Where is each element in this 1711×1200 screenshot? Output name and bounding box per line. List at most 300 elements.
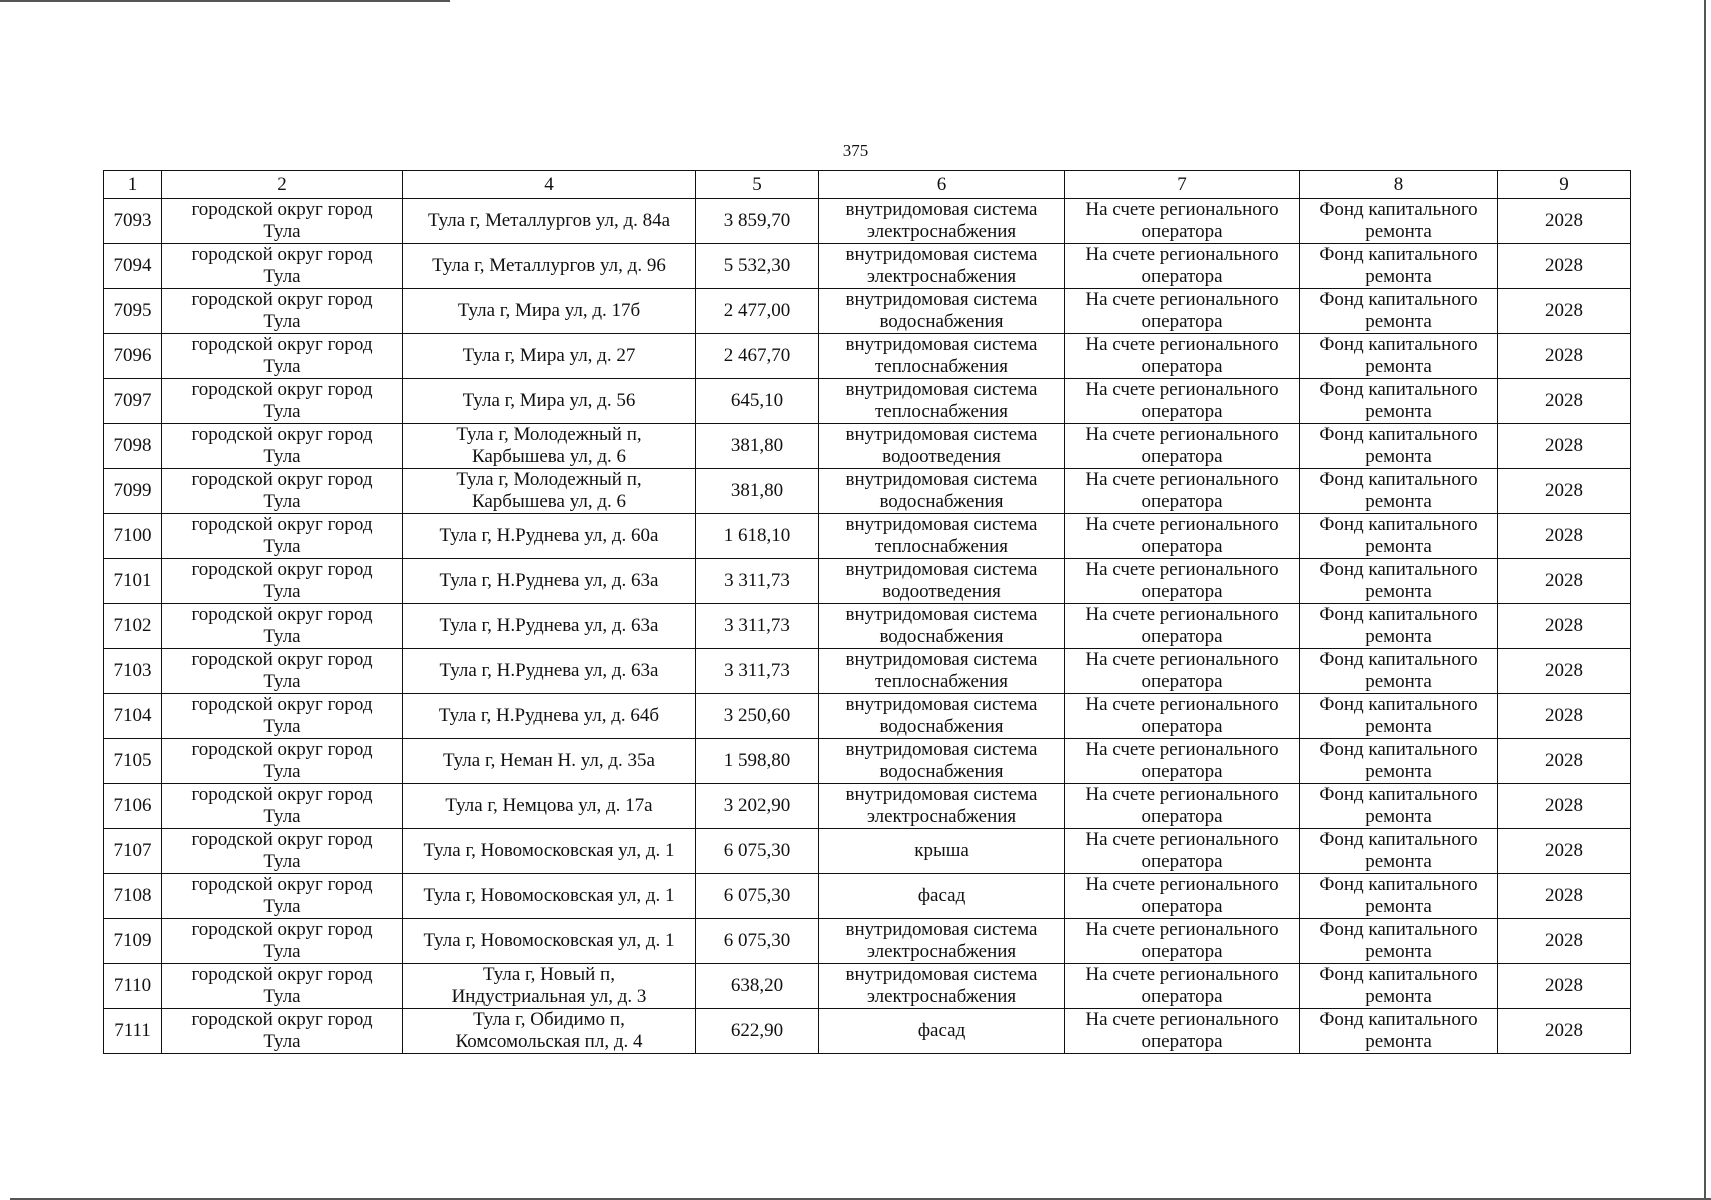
- funding-method-cell: [1065, 514, 1300, 559]
- table-row: [104, 784, 1631, 829]
- funding-method-cell-text: На счете регионального оператора: [1085, 469, 1279, 512]
- funding-method-cell-text: На счете регионального оператора: [1085, 604, 1279, 647]
- municipality-cell: [162, 289, 403, 334]
- municipality-cell: [162, 469, 403, 514]
- work-type-cell-text: внутридомовая система водоснабжения: [845, 604, 1038, 647]
- address-cell: [403, 334, 696, 379]
- row-number: [104, 829, 162, 874]
- funding-source-cell: [1300, 379, 1498, 424]
- work-type-cell-text: внутридомовая система водоснабжения: [845, 694, 1038, 737]
- work-type-cell-text: внутридомовая система водоснабжения: [845, 289, 1038, 332]
- municipality-cell-text: городской округ город Тула: [191, 694, 373, 737]
- year-cell: [1498, 694, 1631, 739]
- area-cell-text: 1 618,10: [723, 525, 791, 546]
- funding-method-cell: [1065, 469, 1300, 514]
- municipality-cell: [162, 784, 403, 829]
- area-cell-text: 3 859,70: [723, 210, 791, 231]
- area-cell-text: 622,90: [730, 1020, 784, 1041]
- funding-method-cell-text: На счете регионального оператора: [1085, 739, 1279, 782]
- funding-method-cell-text: На счете регионального оператора: [1085, 334, 1279, 377]
- column-header: 8: [1300, 171, 1498, 199]
- area-cell-text: 3 202,90: [723, 795, 791, 816]
- column-header: 6: [819, 171, 1065, 199]
- municipality-cell-text: городской округ город Тула: [191, 829, 373, 872]
- work-type-cell: [819, 514, 1065, 559]
- funding-source-cell: [1300, 829, 1498, 874]
- funding-method-cell: [1065, 784, 1300, 829]
- table-row: [104, 289, 1631, 334]
- funding-method-cell: [1065, 289, 1300, 334]
- register-table: [103, 170, 1631, 1054]
- funding-source-cell-text: Фонд капитального ремонта: [1319, 694, 1478, 737]
- area-cell-text: 3 311,73: [724, 615, 790, 636]
- municipality-cell: [162, 334, 403, 379]
- row-number-text: 7105: [113, 750, 152, 771]
- area-cell-text: 1 598,80: [723, 750, 791, 771]
- municipality-cell: [162, 829, 403, 874]
- municipality-cell-text: городской округ город Тула: [191, 199, 373, 242]
- column-header: 5: [696, 171, 819, 199]
- work-type-cell: [819, 289, 1065, 334]
- table-row: [104, 379, 1631, 424]
- funding-source-cell: [1300, 424, 1498, 469]
- table-row: [104, 739, 1631, 784]
- address-cell-text: Тула г, Новомосковская ул, д. 1: [423, 840, 675, 861]
- area-cell: [696, 784, 819, 829]
- address-cell: [403, 829, 696, 874]
- work-type-cell: [819, 919, 1065, 964]
- municipality-cell-text: городской округ город Тула: [191, 649, 373, 692]
- funding-source-cell-text: Фонд капитального ремонта: [1319, 784, 1478, 827]
- area-cell-text: 3 311,73: [724, 570, 790, 591]
- year-cell: [1498, 424, 1631, 469]
- area-cell-text: 2 467,70: [723, 345, 791, 366]
- municipality-cell: [162, 874, 403, 919]
- work-type-cell: [819, 1009, 1065, 1054]
- row-number: [104, 289, 162, 334]
- funding-source-cell: [1300, 964, 1498, 1009]
- row-number: [104, 694, 162, 739]
- area-cell-text: 2 477,00: [723, 300, 791, 321]
- funding-source-cell-text: Фонд капитального ремонта: [1319, 559, 1478, 602]
- municipality-cell: [162, 694, 403, 739]
- area-cell: [696, 874, 819, 919]
- year-cell-text: 2028: [1545, 705, 1583, 726]
- address-cell-text: Тула г, Н.Руднева ул, д. 63а: [439, 570, 659, 591]
- year-cell: [1498, 604, 1631, 649]
- row-number-text: 7098: [113, 435, 152, 456]
- address-cell-text: Тула г, Мира ул, д. 17б: [457, 300, 641, 321]
- year-cell-text: 2028: [1545, 750, 1583, 771]
- funding-source-cell-text: Фонд капитального ремонта: [1319, 514, 1478, 557]
- address-cell: [403, 514, 696, 559]
- table-body: [104, 199, 1631, 1054]
- row-number-text: 7102: [113, 615, 152, 636]
- row-number: [104, 919, 162, 964]
- funding-method-cell-text: На счете регионального оператора: [1085, 199, 1279, 242]
- table-row: [104, 649, 1631, 694]
- funding-source-cell-text: Фонд капитального ремонта: [1319, 424, 1478, 467]
- municipality-cell-text: городской округ город Тула: [191, 1009, 373, 1052]
- address-cell-text: Тула г, Н.Руднева ул, д. 63а: [439, 615, 659, 636]
- address-cell-text: Тула г, Новомосковская ул, д. 1: [423, 930, 675, 951]
- funding-method-cell-text: На счете регионального оператора: [1085, 649, 1279, 692]
- funding-source-cell-text: Фонд капитального ремонта: [1319, 199, 1478, 242]
- address-cell: [403, 424, 696, 469]
- row-number-text: 7106: [113, 795, 152, 816]
- funding-method-cell: [1065, 874, 1300, 919]
- work-type-cell-text: внутридомовая система водоотведения: [845, 559, 1038, 602]
- year-cell-text: 2028: [1545, 795, 1583, 816]
- municipality-cell: [162, 604, 403, 649]
- address-cell-text: Тула г, Новый п, Индустриальная ул, д. 3: [451, 964, 647, 1007]
- area-cell: [696, 604, 819, 649]
- area-cell: [696, 244, 819, 289]
- address-cell: [403, 964, 696, 1009]
- address-cell: [403, 469, 696, 514]
- row-number-text: 7109: [113, 930, 152, 951]
- address-cell-text: Тула г, Немцова ул, д. 17а: [445, 795, 653, 816]
- year-cell-text: 2028: [1545, 660, 1583, 681]
- year-cell-text: 2028: [1545, 885, 1583, 906]
- work-type-cell: [819, 649, 1065, 694]
- page-number: 375: [842, 141, 869, 160]
- row-number-text: 7103: [113, 660, 152, 681]
- address-cell: [403, 604, 696, 649]
- area-cell-text: 3 311,73: [724, 660, 790, 681]
- funding-method-cell-text: На счете регионального оператора: [1085, 964, 1279, 1007]
- municipality-cell-text: городской округ город Тула: [191, 784, 373, 827]
- funding-source-cell-text: Фонд капитального ремонта: [1319, 604, 1478, 647]
- year-cell: [1498, 874, 1631, 919]
- row-number-text: 7104: [113, 705, 152, 726]
- row-number-text: 7110: [113, 975, 152, 996]
- year-cell: [1498, 829, 1631, 874]
- work-type-cell-text: внутридомовая система теплоснабжения: [845, 379, 1038, 422]
- row-number: [104, 649, 162, 694]
- municipality-cell: [162, 514, 403, 559]
- funding-method-cell: [1065, 244, 1300, 289]
- row-number-text: 7101: [113, 570, 152, 591]
- municipality-cell: [162, 1009, 403, 1054]
- table-row: [104, 919, 1631, 964]
- row-number: [104, 604, 162, 649]
- year-cell: [1498, 559, 1631, 604]
- year-cell-text: 2028: [1545, 525, 1583, 546]
- year-cell-text: 2028: [1545, 840, 1583, 861]
- column-header: 2: [162, 171, 403, 199]
- work-type-cell: [819, 199, 1065, 244]
- funding-method-cell-text: На счете регионального оператора: [1085, 874, 1279, 917]
- row-number-text: 7094: [113, 255, 152, 276]
- row-number: [104, 1009, 162, 1054]
- funding-method-cell: [1065, 559, 1300, 604]
- year-cell: [1498, 784, 1631, 829]
- funding-source-cell-text: Фонд капитального ремонта: [1319, 1009, 1478, 1052]
- funding-method-cell: [1065, 199, 1300, 244]
- municipality-cell: [162, 199, 403, 244]
- row-number: [104, 334, 162, 379]
- row-number: [104, 874, 162, 919]
- area-cell: [696, 424, 819, 469]
- municipality-cell-text: городской округ город Тула: [191, 874, 373, 917]
- area-cell-text: 645,10: [730, 390, 784, 411]
- funding-method-cell: [1065, 604, 1300, 649]
- work-type-cell: [819, 244, 1065, 289]
- funding-source-cell: [1300, 784, 1498, 829]
- work-type-cell-text: внутридомовая система электроснабжения: [845, 919, 1038, 962]
- funding-method-cell-text: На счете регионального оператора: [1085, 829, 1279, 872]
- funding-method-cell: [1065, 334, 1300, 379]
- funding-method-cell-text: На счете регионального оператора: [1085, 1009, 1279, 1052]
- funding-method-cell: [1065, 1009, 1300, 1054]
- funding-method-cell: [1065, 379, 1300, 424]
- area-cell: [696, 829, 819, 874]
- funding-method-cell-text: На счете регионального оператора: [1085, 919, 1279, 962]
- work-type-cell: [819, 559, 1065, 604]
- address-cell-text: Тула г, Молодежный п, Карбышева ул, д. 6: [456, 469, 642, 512]
- row-number-text: 7099: [113, 480, 152, 501]
- year-cell: [1498, 514, 1631, 559]
- year-cell: [1498, 244, 1631, 289]
- municipality-cell-text: городской округ город Тула: [191, 289, 373, 332]
- year-cell-text: 2028: [1545, 300, 1583, 321]
- area-cell: [696, 289, 819, 334]
- funding-method-cell: [1065, 964, 1300, 1009]
- funding-source-cell: [1300, 694, 1498, 739]
- work-type-cell: [819, 469, 1065, 514]
- year-cell-text: 2028: [1545, 570, 1583, 591]
- area-cell: [696, 964, 819, 1009]
- funding-method-cell-text: На счете регионального оператора: [1085, 559, 1279, 602]
- table-row: [104, 964, 1631, 1009]
- work-type-cell-text: внутридомовая система теплоснабжения: [845, 649, 1038, 692]
- year-cell-text: 2028: [1545, 615, 1583, 636]
- year-cell: [1498, 334, 1631, 379]
- work-type-cell: [819, 829, 1065, 874]
- area-cell: [696, 919, 819, 964]
- address-cell: [403, 739, 696, 784]
- funding-method-cell-text: На счете регионального оператора: [1085, 424, 1279, 467]
- funding-source-cell-text: Фонд капитального ремонта: [1319, 739, 1478, 782]
- address-cell: [403, 379, 696, 424]
- funding-method-cell-text: На счете регионального оператора: [1085, 379, 1279, 422]
- area-cell-text: 5 532,30: [723, 255, 791, 276]
- funding-source-cell: [1300, 874, 1498, 919]
- address-cell-text: Тула г, Молодежный п, Карбышева ул, д. 6: [456, 424, 642, 467]
- column-header: 4: [403, 171, 696, 199]
- address-cell-text: Тула г, Н.Руднева ул, д. 64б: [438, 705, 660, 726]
- area-cell: [696, 514, 819, 559]
- address-cell: [403, 784, 696, 829]
- year-cell-text: 2028: [1545, 390, 1583, 411]
- municipality-cell: [162, 244, 403, 289]
- year-cell-text: 2028: [1545, 345, 1583, 366]
- year-cell-text: 2028: [1545, 435, 1583, 456]
- year-cell: [1498, 469, 1631, 514]
- work-type-cell-text: фасад: [917, 885, 966, 906]
- funding-source-cell-text: Фонд капитального ремонта: [1319, 829, 1478, 872]
- column-header: 9: [1498, 171, 1631, 199]
- municipality-cell: [162, 739, 403, 784]
- year-cell: [1498, 289, 1631, 334]
- address-cell-text: Тула г, Н.Руднева ул, д. 60а: [439, 525, 659, 546]
- funding-source-cell-text: Фонд капитального ремонта: [1319, 919, 1478, 962]
- table-row: [104, 874, 1631, 919]
- year-cell-text: 2028: [1545, 930, 1583, 951]
- row-number-text: 7111: [114, 1020, 151, 1041]
- table-row: [104, 424, 1631, 469]
- municipality-cell-text: городской округ город Тула: [191, 919, 373, 962]
- address-cell: [403, 649, 696, 694]
- row-number-text: 7097: [113, 390, 152, 411]
- address-cell-text: Тула г, Мира ул, д. 27: [462, 345, 636, 366]
- funding-source-cell-text: Фонд капитального ремонта: [1319, 334, 1478, 377]
- area-cell: [696, 694, 819, 739]
- work-type-cell: [819, 604, 1065, 649]
- funding-source-cell: [1300, 739, 1498, 784]
- address-cell-text: Тула г, Металлургов ул, д. 96: [432, 255, 666, 276]
- table-row: [104, 829, 1631, 874]
- column-header: 7: [1065, 171, 1300, 199]
- table-row: [104, 559, 1631, 604]
- funding-source-cell-text: Фонд капитального ремонта: [1319, 874, 1478, 917]
- year-cell: [1498, 739, 1631, 784]
- funding-method-cell: [1065, 694, 1300, 739]
- row-number-text: 7096: [113, 345, 152, 366]
- funding-source-cell: [1300, 334, 1498, 379]
- funding-source-cell: [1300, 244, 1498, 289]
- area-cell-text: 381,80: [730, 480, 784, 501]
- address-cell: [403, 199, 696, 244]
- funding-method-cell: [1065, 739, 1300, 784]
- area-cell: [696, 559, 819, 604]
- table-row: [104, 604, 1631, 649]
- table-row: [104, 514, 1631, 559]
- address-cell: [403, 874, 696, 919]
- area-cell: [696, 649, 819, 694]
- funding-source-cell-text: Фонд капитального ремонта: [1319, 469, 1478, 512]
- work-type-cell-text: крыша: [914, 840, 969, 861]
- table-row: [104, 199, 1631, 244]
- funding-source-cell: [1300, 649, 1498, 694]
- address-cell-text: Тула г, Металлургов ул, д. 84а: [427, 210, 671, 231]
- table-row: [104, 694, 1631, 739]
- funding-source-cell-text: Фонд капитального ремонта: [1319, 289, 1478, 332]
- municipality-cell-text: городской округ город Тула: [191, 739, 373, 782]
- address-cell: [403, 244, 696, 289]
- funding-method-cell-text: На счете регионального оператора: [1085, 514, 1279, 557]
- municipality-cell-text: городской округ город Тула: [191, 424, 373, 467]
- address-cell-text: Тула г, Неман Н. ул, д. 35а: [442, 750, 655, 771]
- row-number: [104, 739, 162, 784]
- funding-source-cell: [1300, 289, 1498, 334]
- municipality-cell: [162, 964, 403, 1009]
- work-type-cell-text: фасад: [917, 1020, 966, 1041]
- row-number: [104, 199, 162, 244]
- row-number-text: 7108: [113, 885, 152, 906]
- funding-method-cell: [1065, 424, 1300, 469]
- municipality-cell: [162, 379, 403, 424]
- row-number: [104, 514, 162, 559]
- year-cell: [1498, 379, 1631, 424]
- funding-method-cell: [1065, 829, 1300, 874]
- address-cell-text: Тула г, Мира ул, д. 56: [462, 390, 636, 411]
- municipality-cell-text: городской округ город Тула: [191, 559, 373, 602]
- row-number-text: 7095: [113, 300, 152, 321]
- work-type-cell: [819, 784, 1065, 829]
- table-row: [104, 244, 1631, 289]
- year-cell: [1498, 1009, 1631, 1054]
- year-cell: [1498, 964, 1631, 1009]
- work-type-cell-text: внутридомовая система водоотведения: [845, 424, 1038, 467]
- funding-source-cell-text: Фонд капитального ремонта: [1319, 379, 1478, 422]
- funding-source-cell-text: Фонд капитального ремонта: [1319, 964, 1478, 1007]
- area-cell: [696, 199, 819, 244]
- table-row: [104, 334, 1631, 379]
- year-cell-text: 2028: [1545, 975, 1583, 996]
- municipality-cell-text: городской округ город Тула: [191, 469, 373, 512]
- work-type-cell: [819, 334, 1065, 379]
- work-type-cell-text: внутридомовая система теплоснабжения: [845, 334, 1038, 377]
- work-type-cell: [819, 964, 1065, 1009]
- funding-method-cell: [1065, 649, 1300, 694]
- area-cell: [696, 379, 819, 424]
- work-type-cell-text: внутридомовая система электроснабжения: [845, 244, 1038, 287]
- work-type-cell-text: внутридомовая система теплоснабжения: [845, 514, 1038, 557]
- funding-source-cell: [1300, 1009, 1498, 1054]
- municipality-cell-text: городской округ город Тула: [191, 604, 373, 647]
- area-cell: [696, 739, 819, 784]
- address-cell: [403, 559, 696, 604]
- municipality-cell-text: городской округ город Тула: [191, 244, 373, 287]
- work-type-cell-text: внутридомовая система электроснабжения: [845, 964, 1038, 1007]
- funding-method-cell-text: На счете регионального оператора: [1085, 694, 1279, 737]
- funding-method-cell-text: На счете регионального оператора: [1085, 784, 1279, 827]
- municipality-cell: [162, 559, 403, 604]
- funding-source-cell: [1300, 604, 1498, 649]
- work-type-cell: [819, 424, 1065, 469]
- year-cell-text: 2028: [1545, 255, 1583, 276]
- funding-source-cell-text: Фонд капитального ремонта: [1319, 244, 1478, 287]
- work-type-cell-text: внутридомовая система электроснабжения: [845, 784, 1038, 827]
- municipality-cell-text: городской округ город Тула: [191, 379, 373, 422]
- year-cell-text: 2028: [1545, 480, 1583, 501]
- address-cell: [403, 1009, 696, 1054]
- table-row: [104, 469, 1631, 514]
- funding-source-cell: [1300, 469, 1498, 514]
- address-cell: [403, 694, 696, 739]
- area-cell-text: 638,20: [730, 975, 784, 996]
- work-type-cell: [819, 739, 1065, 784]
- funding-source-cell: [1300, 919, 1498, 964]
- year-cell: [1498, 649, 1631, 694]
- funding-source-cell-text: Фонд капитального ремонта: [1319, 649, 1478, 692]
- year-cell: [1498, 199, 1631, 244]
- year-cell-text: 2028: [1545, 210, 1583, 231]
- address-cell-text: Тула г, Новомосковская ул, д. 1: [423, 885, 675, 906]
- area-cell: [696, 334, 819, 379]
- municipality-cell-text: городской округ город Тула: [191, 964, 373, 1007]
- header-row: [104, 171, 1631, 199]
- work-type-cell-text: внутридомовая система водоснабжения: [845, 739, 1038, 782]
- address-cell-text: Тула г, Обидимо п, Комсомольская пл, д. 4: [455, 1009, 643, 1052]
- address-cell-text: Тула г, Н.Руднева ул, д. 63а: [439, 660, 659, 681]
- area-cell-text: 6 075,30: [723, 840, 791, 861]
- work-type-cell: [819, 874, 1065, 919]
- funding-method-cell: [1065, 919, 1300, 964]
- row-number: [104, 784, 162, 829]
